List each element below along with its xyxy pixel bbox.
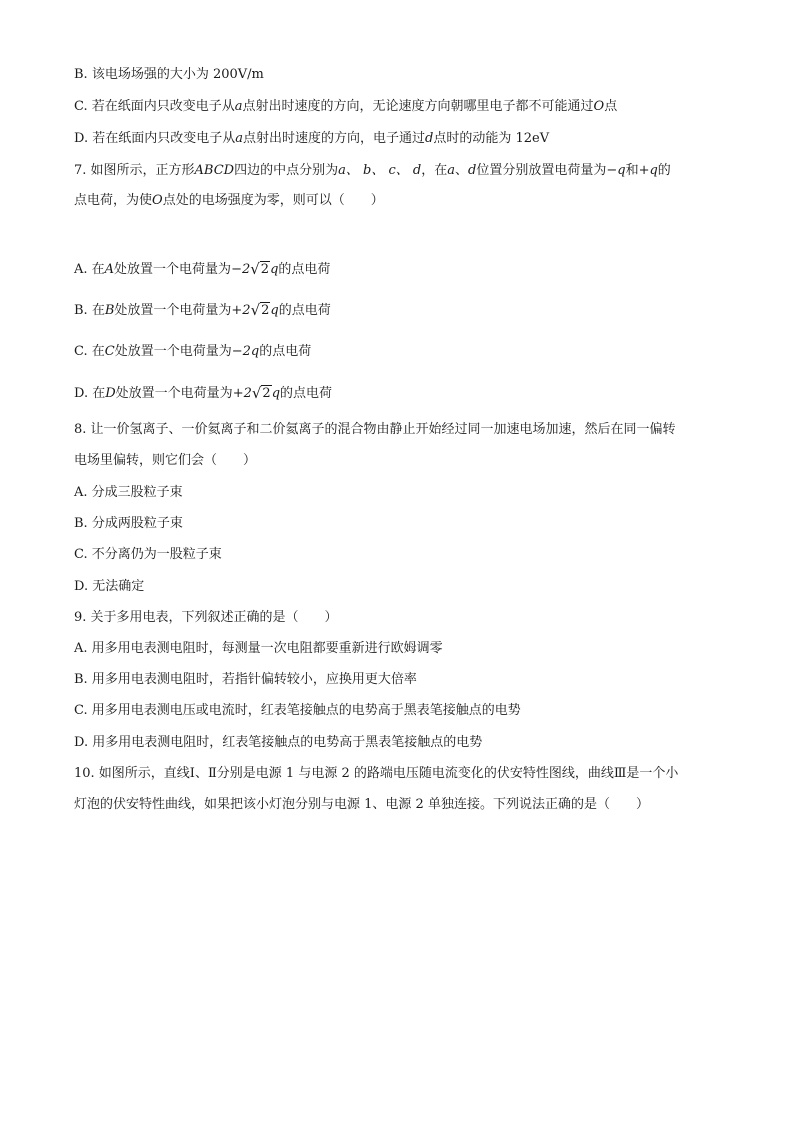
text: 、 bbox=[454, 163, 468, 178]
text: 处放置一个电荷量为 bbox=[114, 344, 232, 359]
math-q: q bbox=[270, 262, 279, 277]
math-a: a bbox=[234, 99, 243, 114]
math-coef: +2 bbox=[231, 303, 251, 318]
q9-option-c: C. 用多用电表测电压或电流时，红表笔接触点的电势高于黑表笔接触点的电势 bbox=[74, 703, 521, 718]
text: ，在 bbox=[421, 163, 448, 178]
math-a: a bbox=[447, 163, 455, 178]
text: 和 bbox=[625, 163, 639, 178]
q7-stem-line-1 bbox=[74, 162, 734, 180]
text: 7. 如图所示，正方形 bbox=[74, 163, 195, 178]
q7-option-b bbox=[74, 301, 734, 320]
math-minus-q: −q bbox=[606, 163, 626, 178]
q8-stem-line-2: 电场里偏转，则它们会（ ） bbox=[74, 453, 257, 468]
text: A. 在 bbox=[74, 262, 105, 277]
text: C. 在 bbox=[74, 344, 105, 359]
sqrt-symbol: √2 bbox=[250, 301, 270, 319]
math-q: q bbox=[271, 386, 281, 401]
q9-option-d: D. 用多用电表测电阻时，红表笔接触点的电势高于黑表笔接触点的电势 bbox=[74, 735, 483, 750]
q6-option-d bbox=[74, 130, 734, 148]
math-d: d bbox=[425, 131, 434, 146]
sqrt-body: 2 bbox=[262, 386, 271, 401]
q9-option-a: A. 用多用电表测电阻时，每测量一次电阻都要重新进行欧姆调零 bbox=[74, 641, 443, 656]
math-coef: −2 bbox=[231, 344, 251, 359]
math-point: B bbox=[104, 303, 115, 318]
q7-stem-line-2 bbox=[74, 192, 734, 210]
math-d: d bbox=[468, 163, 477, 178]
math-q: q bbox=[270, 303, 279, 318]
q7-option-c bbox=[74, 343, 734, 361]
math-point: D bbox=[105, 386, 116, 401]
math-abcd: ABCD bbox=[194, 163, 235, 178]
text: 点电荷，为使 bbox=[74, 193, 153, 208]
text: 处放置一个电荷量为 bbox=[114, 303, 232, 318]
q10-stem-line-2: 灯泡的伏安特性曲线，如果把该小灯泡分别与电源 1、电源 2 单独连接。下列说法正确的是（ ） bbox=[74, 797, 649, 812]
text: 的点电荷 bbox=[259, 344, 312, 359]
text: 的 bbox=[657, 163, 671, 178]
q9-option-b: B. 用多用电表测电阻时，若指针偏转较小，应换用更大倍率 bbox=[74, 672, 417, 687]
q7-option-a bbox=[74, 260, 734, 279]
text: B. 在 bbox=[74, 303, 105, 318]
math-point: C bbox=[104, 344, 115, 359]
math-o: O bbox=[593, 99, 605, 114]
text: 位置分别放置电荷量为 bbox=[476, 163, 607, 178]
q8-option-d: D. 无法确定 bbox=[74, 579, 145, 594]
q6-option-b: B. 该电场场强的大小为 200V/m bbox=[74, 67, 264, 82]
text: 点射出时速度的方向，无论速度方向朝哪里电子都不可能通过 bbox=[242, 99, 594, 114]
math-a: a bbox=[235, 131, 243, 146]
math-point: A bbox=[104, 262, 115, 277]
text: D. 在 bbox=[74, 386, 106, 401]
q8-stem-line-1: 8. 让一价氢离子、一价氦离子和二价氦离子的混合物由静止开始经过同一加速电场加速，然后在同一偏转 bbox=[74, 422, 676, 437]
text: 处放置一个电荷量为 bbox=[115, 386, 233, 401]
q8-option-c: C. 不分离仍为一股粒子束 bbox=[74, 547, 222, 562]
text: D. 若在纸面内只改变电子从 bbox=[74, 131, 236, 146]
q8-option-a: A. 分成三股粒子束 bbox=[74, 485, 183, 500]
q7-option-d bbox=[74, 384, 734, 403]
math-plus-q: +q bbox=[638, 163, 658, 178]
text: 点射出时速度的方向，电子通过 bbox=[243, 131, 426, 146]
q10-stem-line-1: 10. 如图所示，直线Ⅰ、Ⅱ分别是电源 1 与电源 2 的路端电压随电流变化的伏安特性图线，曲线Ⅲ是一个小 bbox=[74, 766, 679, 781]
text: 的点电荷 bbox=[278, 303, 331, 318]
sqrt-body: 2 bbox=[260, 262, 270, 277]
text: 的点电荷 bbox=[280, 386, 333, 401]
math-coef: +2 bbox=[232, 386, 252, 401]
sqrt-symbol: √2 bbox=[251, 384, 271, 402]
q9-stem: 9. 关于多用电表，下列叙述正确的是（ ） bbox=[74, 610, 338, 625]
math-coef: −2 bbox=[231, 262, 251, 277]
text: 点时的动能为 12eV bbox=[433, 131, 550, 146]
sqrt-symbol: √2 bbox=[250, 260, 270, 278]
text: 点处的电场强度为零，则可以（ ） bbox=[162, 193, 384, 208]
math-points: a、 b、 c、 d bbox=[338, 163, 422, 178]
text: 四边的中点分别为 bbox=[234, 163, 339, 178]
q8-option-b: B. 分成两股粒子束 bbox=[74, 516, 183, 531]
text: C. 若在纸面内只改变电子从 bbox=[74, 99, 235, 114]
q6-option-c bbox=[74, 98, 734, 116]
text: 的点电荷 bbox=[278, 262, 331, 277]
math-q: q bbox=[250, 344, 260, 359]
text: 点 bbox=[604, 99, 618, 114]
math-o: O bbox=[152, 193, 163, 208]
sqrt-body: 2 bbox=[261, 303, 270, 318]
text: 处放置一个电荷量为 bbox=[114, 262, 232, 277]
